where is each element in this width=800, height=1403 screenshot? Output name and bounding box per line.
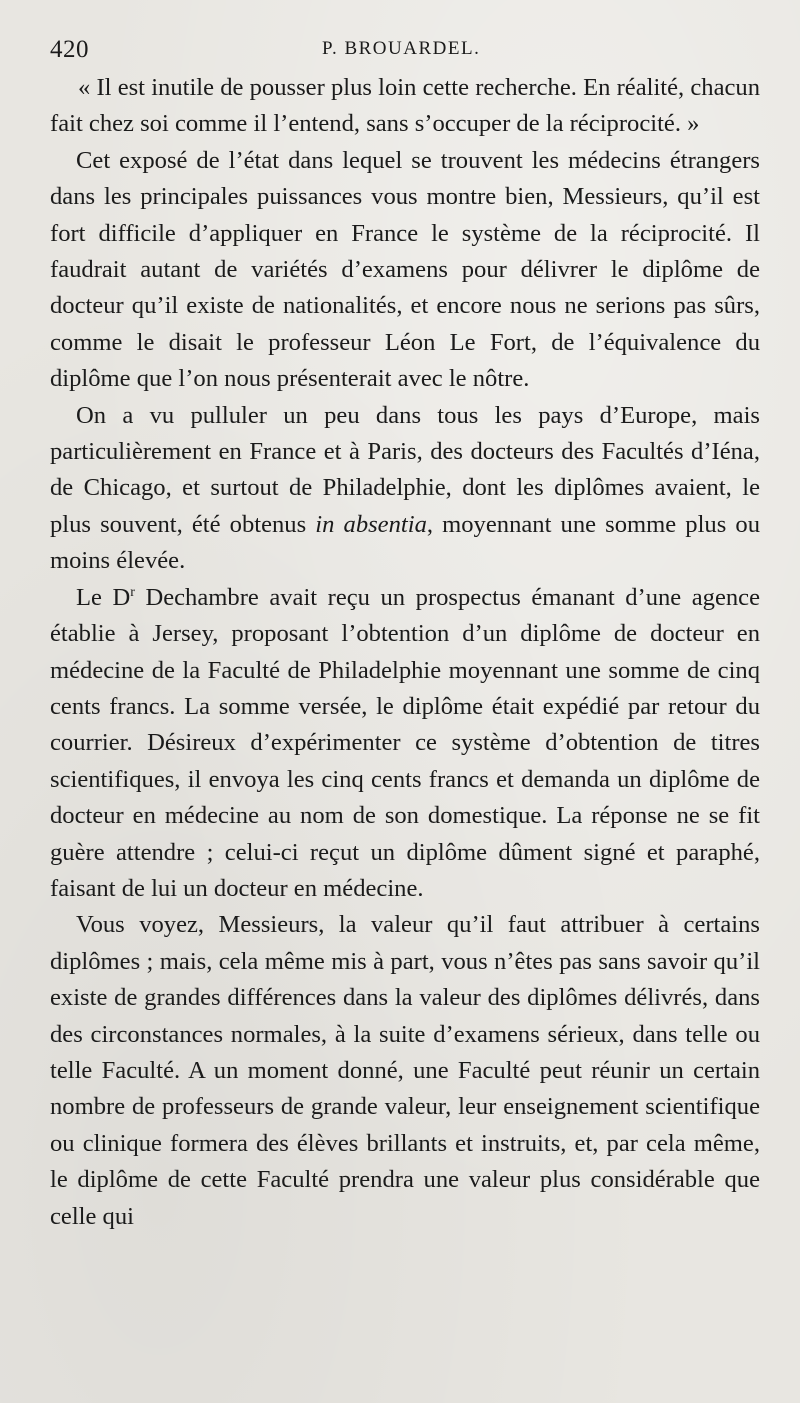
italic-in-absentia: in absentia (315, 510, 427, 538)
paragraph-foreign-diplomas-text-after: , moyennant une somme plus ou moins élevée. (50, 510, 761, 575)
paragraph-reciprocity: Cet exposé de l’état dans lequel se trouvent les médecins étrangers dans les principales puissances vous montre bien, Messieurs, qu’il est fort difficile d’appliquer en France le système de la réciprocité. Il faudrait autant de variétés d’examens pour délivrer le diplôme de docteur qu’il existe de nationalités, et encore nous ne serions pas sûrs, comme le disait le professeur Léon Le Fort, de l’équivalence du diplôme que l’on nous présenterait avec le nôtre. (50, 146, 760, 393)
doctor-abbreviation-superscript: r (130, 584, 135, 600)
paragraph-dechambre-text-before: Le D (76, 583, 131, 611)
paragraph-foreign-diplomas-text-before: On a vu pulluler un peu dans tous les pays d’Europe, mais particulièrement en France et à Paris, des docteurs des Facultés d’Iéna, de Chicago, et surtout de Philadelphie, dont les diplômes avaient, le plus souvent, été obtenus (50, 401, 760, 538)
running-title: P. BROUARDEL. (322, 38, 481, 59)
paragraph-dechambre (50, 580, 760, 908)
paragraph-quotation-end: « Il est inutile de pousser plus loin cette recherche. En réalité, chacun fait chez soi comme il l’entend, sans s’occuper de la réciprocité. » (50, 74, 760, 138)
paragraph-dechambre-text-after: Dechambre avait reçu un prospectus émanant d’une agence établie à Jersey, proposant l’obtention d’un diplôme de docteur en médecine de la Faculté de Philadelphie moyennant une somme de cinq cents francs. La somme versée, le diplôme était expédié par retour du courrier. Désireux d’expérimenter ce système d’obtention de titres scientifiques, il envoya les cinq cents francs et demanda un diplôme de docteur en médecine au nom de son domestique. La réponse ne se fit guère attendre ; celui-ci reçut un diplôme dûment signé et paraphé, faisant de lui un docteur en médecine. (50, 583, 760, 902)
body-text (50, 70, 760, 1235)
paragraph-diploma-value: Vous voyez, Messieurs, la valeur qu’il faut attribuer à certains diplômes ; mais, cela même mis à part, vous n’êtes pas sans savoir qu’il existe de grandes différences dans la valeur des diplômes délivrés, dans des circonstances normales, à la suite d’examens sérieux, dans telle ou telle Faculté. A un moment donné, une Faculté peut réunir un certain nombre de professeurs de grande valeur, leur enseignement scientifique ou clinique formera des élèves brillants et instruits, et, par cela même, le diplôme de cette Faculté prendra une valeur plus considérable que celle qui (50, 911, 760, 1230)
running-head (50, 30, 760, 70)
page-number: 420 (50, 36, 89, 63)
paragraph-foreign-diplomas (50, 398, 760, 580)
